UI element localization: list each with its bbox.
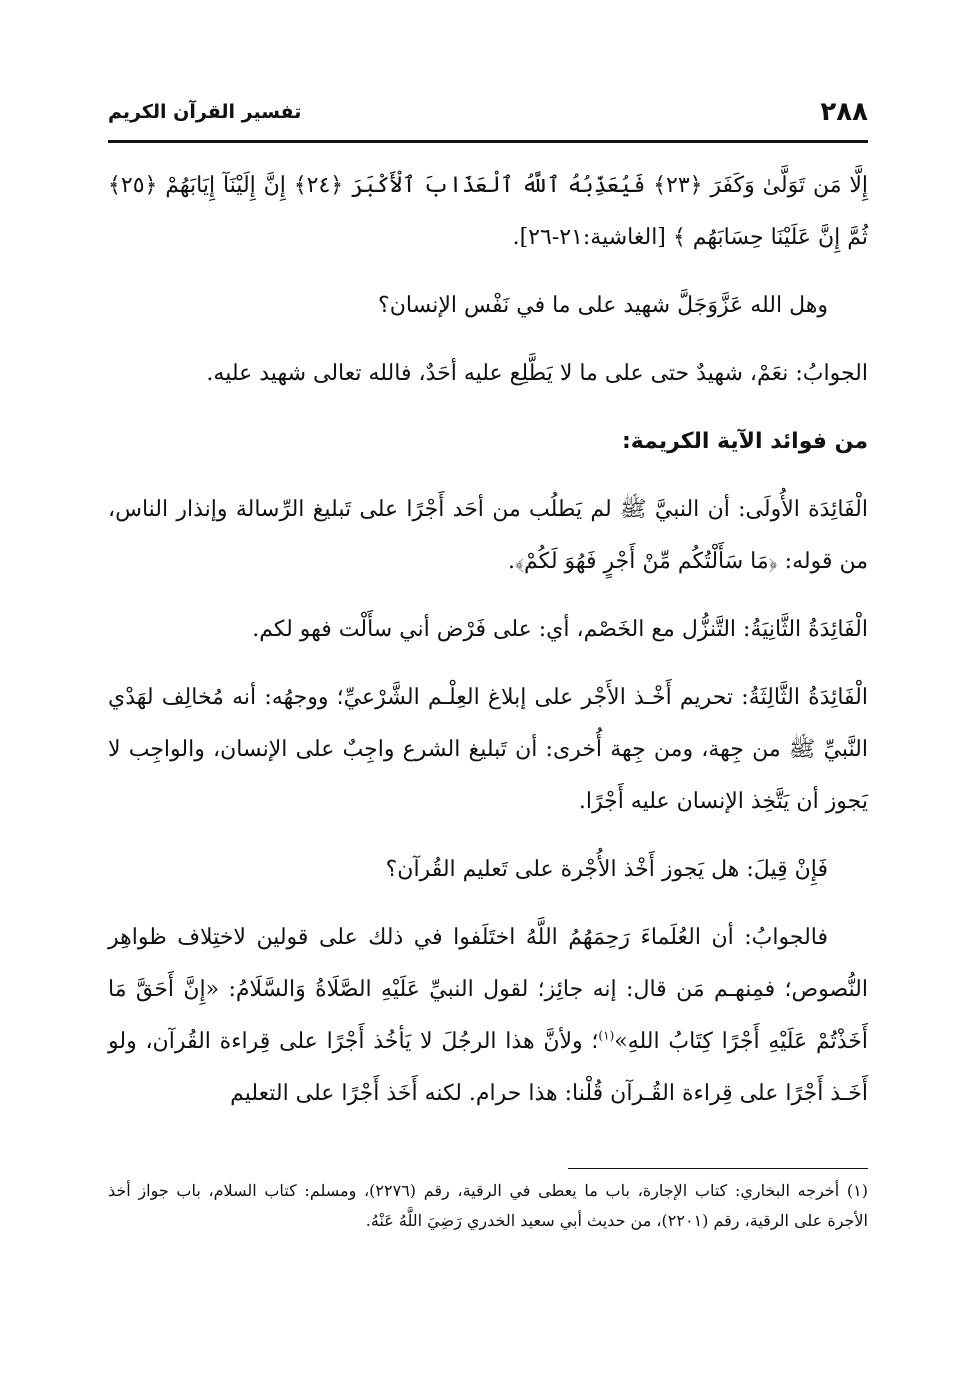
benefits-heading: من فوائد الآية الكريمة:	[621, 429, 868, 454]
quran-verse: إِلَّا مَن تَوَلَّىٰ وَكَفَرَ ﴿٢٣﴾ فَيُعَذِّبُهُ ٱللَّهُ ٱلْعَذَابَ ٱلْأَكْبَرَ ﴿٢٤﴾ إِنَّ إِلَيْنَآ إِيَابَهُمْ ﴿٢٥﴾ ثُمَّ إِنَّ عَلَيْنَا حِسَابَهُم ﴾ [الغاشية:٢١-٢٦].	[108, 173, 869, 250]
benefit-3-paragraph: الْفَائِدَةُ الثَّالِثَةُ: تحريم أَخْـذ الأَجْر على إبلاغ العِلْـم الشَّرْعيِّ؛ ووجهُه: أنه مُخالِف لهَدْي النَّبيِّ ﷺ من جِهة، ومن جِهة أُخرى: أن تَبليغ الشرع واجِبٌ على الإنسان، والواجِب لا يَجوز أن يَتَّخِذ الإنسان عليه أَجْرًا.	[108, 685, 868, 814]
reply-text-part2: ؛ ولأنَّ هذا الرجُلَ لا يَأخُذ أَجْرًا على قِراءة القُرآن، ولو أَخَـذ أَجْرًا على قِراءة القُـرآن قُلْنا: هذا حرام. لكنه أَخَذ أَجْرًا على التعليم	[108, 1029, 868, 1106]
reply-text-part1: فالجوابُ: أن العُلَماءَ رَحِمَهُمُ اللَّهُ اختَلَفوا في ذلك على قولين لاختِلاف ظواهِر النُّصوص؛ فمِنهـم مَن قال: إنه جائِز؛ لقول النبيِّ عَلَيْهِ الصَّلَاةُ وَالسَّلَامُ: «إِنَّ أَحَقَّ مَا أَخَذْتُمْ عَلَيْهِ أَجْرًا كِتَابُ اللهِ»	[108, 925, 869, 1054]
benefit-1-paragraph: الْفَائِدَة الأُولَى: أن النبيَّ ﷺ لم يَطلُب من أحَد أَجْرًا على تَبليغ الرِّسالة وإنذار الناس، من قوله: ﴿مَا سَأَلْتُكُم مِّنْ أَجْرٍ فَهُوَ لَكُمْ﴾.	[108, 497, 868, 574]
footnote: (١) أخرجه البخاري: كتاب الإجارة، باب ما يعطى في الرقية، رقم (٢٢٧٦)، ومسلم: كتاب السلام، باب جواز أخذ الأجرة على الرقية، رقم (٢٢٠١)، من حديث أبي سعيد الخدري رَضِيَ اللَّهُ عَنْهُ.	[108, 1181, 869, 1230]
answer-paragraph: الجوابُ: نعَمْ، شهيدٌ حتى على ما لا يَطَّلِع عليه أحَدٌ، فالله تعالى شهيد عليه.	[206, 361, 868, 386]
objection-paragraph: فَإِنْ قِيلَ: هل يَجوز أَخْذ الأُجْرة على تَعليم القُرآن؟	[385, 857, 828, 882]
main-text	[108, 160, 868, 1136]
benefit-2-paragraph: الْفَائِدَةُ الثَّانِيَةُ: التَّنزُّل مع الخَصْم، أي: على فَرْض أني سأَلْت فهو لكم.	[252, 617, 868, 642]
page-header	[108, 86, 868, 138]
footnote-rule	[568, 1168, 868, 1169]
page-number: ٢٨٨	[820, 97, 868, 127]
reply-paragraph	[108, 912, 868, 1120]
footnote-marker: (١)	[598, 1028, 615, 1043]
header-rule	[108, 140, 868, 143]
book-title: تفسير القرآن الكريم	[108, 101, 302, 123]
question-paragraph: وهل الله عَزَّوَجَلَّ شهيد على ما في نَفْس الإنسان؟	[378, 293, 828, 318]
